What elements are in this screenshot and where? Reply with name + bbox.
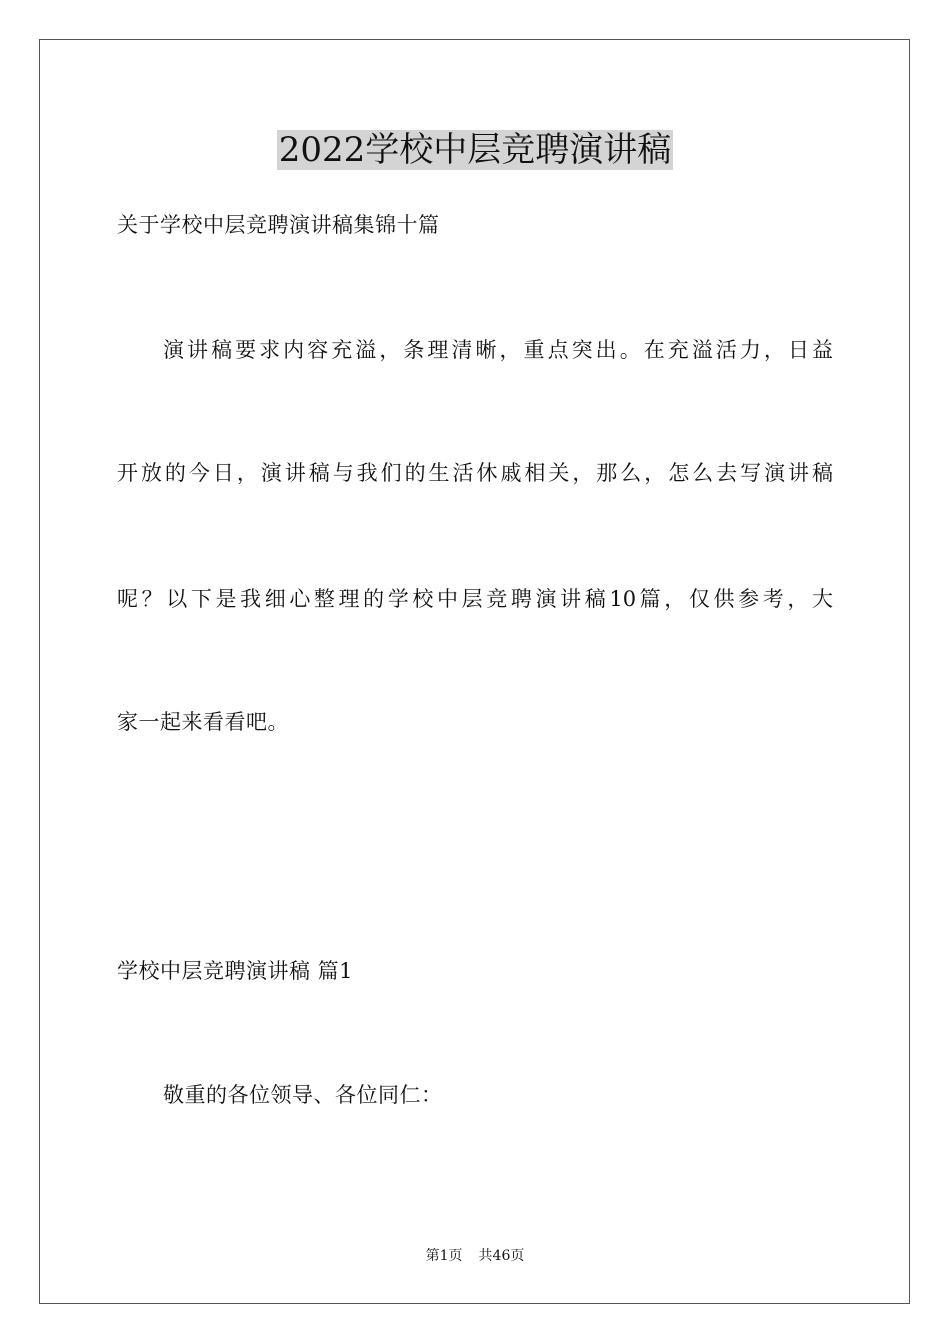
intro-line-4: 家一起来看看吧。 — [117, 710, 289, 734]
section-heading: 学校中层竞聘演讲稿 篇1 — [117, 959, 354, 983]
page-footer — [0, 1246, 950, 1266]
document-subtitle: 关于学校中层竞聘演讲稿集锦十篇 — [117, 213, 440, 237]
intro-line-2: 开放的今日，演讲稿与我们的生活休戚相关，那么，怎么去写演讲稿 — [117, 461, 833, 485]
page-number: 第1页 — [425, 1248, 463, 1264]
document-title-text: 2022学校中层竞聘演讲稿 — [278, 130, 672, 170]
intro-line-1: 演讲稿要求内容充溢，条理清晰，重点突出。在充溢活力，日益 — [163, 338, 833, 362]
document-title — [0, 126, 950, 174]
intro-line-3: 呢？以下是我细心整理的学校中层竞聘演讲稿10篇，仅供参考，大 — [117, 587, 833, 611]
salutation: 敬重的各位领导、各位同仁： — [163, 1083, 443, 1107]
page-total: 共46页 — [478, 1248, 525, 1264]
